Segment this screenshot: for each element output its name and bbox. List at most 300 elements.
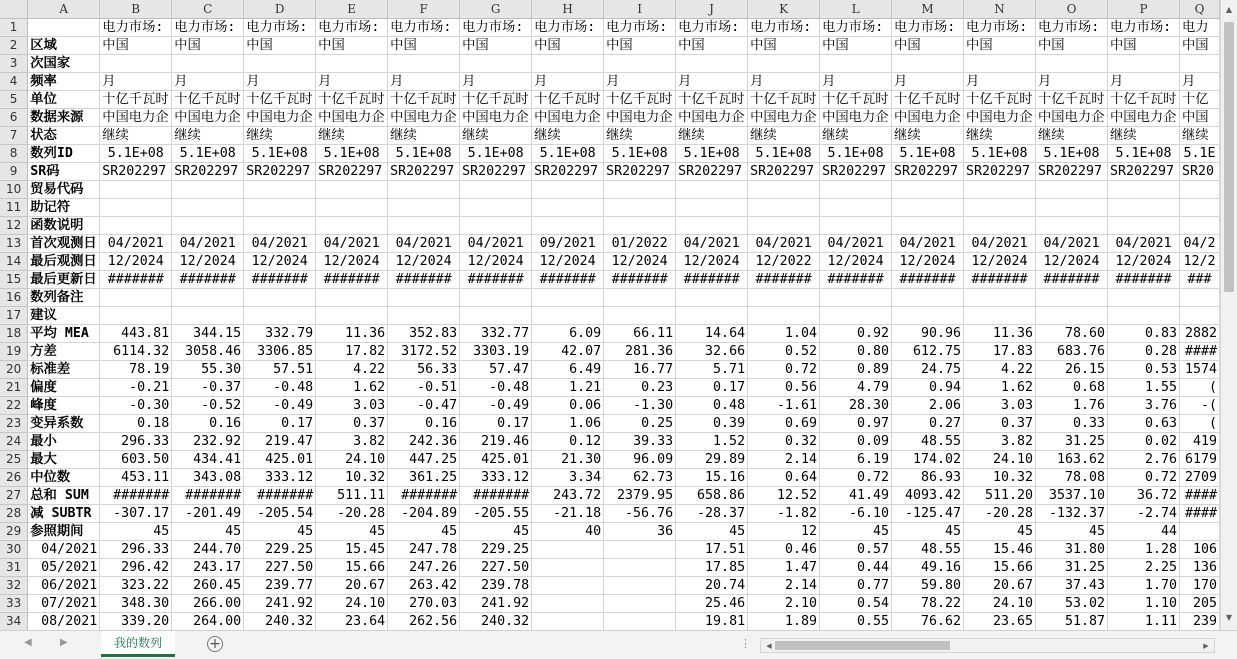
table-cell[interactable]: 21.30 <box>532 451 604 469</box>
row-label-cell[interactable]: 最后观测日 <box>28 253 100 271</box>
table-cell[interactable]: 继续 <box>460 127 532 145</box>
table-cell[interactable] <box>532 289 604 307</box>
table-cell[interactable]: 612.75 <box>892 343 964 361</box>
table-cell[interactable]: 0.72 <box>820 469 892 487</box>
table-cell[interactable]: 5.1E+08 <box>460 145 532 163</box>
table-cell[interactable] <box>172 307 244 325</box>
table-cell[interactable]: 5.1E+08 <box>1036 145 1108 163</box>
row-header[interactable]: 11 <box>0 199 28 217</box>
table-cell[interactable]: 4.22 <box>964 361 1036 379</box>
table-cell[interactable] <box>820 217 892 235</box>
table-cell[interactable]: 继续 <box>244 127 316 145</box>
vertical-scrollbar[interactable] <box>1220 0 1237 630</box>
row-label-cell[interactable]: 最后更新日 <box>28 271 100 289</box>
table-cell[interactable]: 十亿千瓦时 <box>892 91 964 109</box>
table-cell[interactable]: 453.11 <box>100 469 172 487</box>
table-cell[interactable]: 0.55 <box>820 613 892 631</box>
table-cell[interactable]: 继续 <box>388 127 460 145</box>
row-label-cell[interactable]: 04/2021 <box>28 541 100 559</box>
table-cell[interactable]: 32.66 <box>676 343 748 361</box>
table-cell[interactable]: #### <box>1179 487 1219 505</box>
row-label-cell[interactable]: 函数说明 <box>28 217 100 235</box>
table-cell[interactable] <box>244 199 316 217</box>
table-cell[interactable]: 中国电力企 <box>460 109 532 127</box>
row-header[interactable]: 5 <box>0 91 28 109</box>
table-cell[interactable]: 12/2024 <box>964 253 1036 271</box>
table-cell[interactable]: 247.26 <box>388 559 460 577</box>
row-label-cell[interactable]: 平均 MEA <box>28 325 100 343</box>
table-cell[interactable]: 3306.85 <box>244 343 316 361</box>
table-cell[interactable]: 90.96 <box>892 325 964 343</box>
triangle-left-icon[interactable]: ◀ <box>766 642 772 650</box>
row-label-cell[interactable]: 08/2021 <box>28 613 100 631</box>
table-cell[interactable]: 263.42 <box>388 577 460 595</box>
table-cell[interactable]: 28.30 <box>820 397 892 415</box>
row-label-cell[interactable]: 05/2021 <box>28 559 100 577</box>
table-cell[interactable]: 12/2024 <box>892 253 964 271</box>
table-cell[interactable] <box>676 181 748 199</box>
table-cell[interactable] <box>172 55 244 73</box>
table-cell[interactable]: 月 <box>316 73 388 91</box>
row-label-cell[interactable]: 数据来源 <box>28 109 100 127</box>
table-cell[interactable]: 0.97 <box>820 415 892 433</box>
table-cell[interactable]: 2.10 <box>748 595 820 613</box>
table-cell[interactable] <box>1179 181 1219 199</box>
table-cell[interactable]: 0.57 <box>820 541 892 559</box>
table-cell[interactable]: -205.54 <box>244 505 316 523</box>
table-cell[interactable]: 1.11 <box>1108 613 1180 631</box>
table-cell[interactable] <box>172 199 244 217</box>
table-cell[interactable]: 十亿千瓦时 <box>388 91 460 109</box>
table-cell[interactable]: -1.82 <box>748 505 820 523</box>
table-cell[interactable]: 月 <box>1179 73 1219 91</box>
table-cell[interactable]: 12.52 <box>748 487 820 505</box>
table-cell[interactable] <box>244 55 316 73</box>
table-cell[interactable] <box>892 217 964 235</box>
row-label-cell[interactable]: 参照期间 <box>28 523 100 541</box>
table-cell[interactable] <box>388 217 460 235</box>
table-cell[interactable]: 3058.46 <box>172 343 244 361</box>
table-cell[interactable]: 683.76 <box>1036 343 1108 361</box>
table-cell[interactable]: 中国电力企 <box>388 109 460 127</box>
table-cell[interactable]: 0.23 <box>604 379 676 397</box>
row-header[interactable]: 12 <box>0 217 28 235</box>
table-cell[interactable]: 0.83 <box>1108 325 1180 343</box>
row-header[interactable]: 32 <box>0 577 28 595</box>
table-cell[interactable]: ####### <box>172 487 244 505</box>
table-cell[interactable]: 中国电力企 <box>1036 109 1108 127</box>
table-cell[interactable] <box>460 289 532 307</box>
table-cell[interactable]: 240.32 <box>460 613 532 631</box>
row-header[interactable]: 25 <box>0 451 28 469</box>
table-cell[interactable]: ( <box>1179 415 1219 433</box>
table-cell[interactable]: -0.37 <box>172 379 244 397</box>
table-cell[interactable]: ####### <box>388 487 460 505</box>
table-cell[interactable]: 十亿千瓦时 <box>100 91 172 109</box>
table-cell[interactable]: 十亿千瓦时 <box>244 91 316 109</box>
table-cell[interactable]: 4093.42 <box>892 487 964 505</box>
table-cell[interactable]: 中国 <box>1108 37 1180 55</box>
table-cell[interactable]: 96.09 <box>604 451 676 469</box>
table-cell[interactable]: 62.73 <box>604 469 676 487</box>
table-cell[interactable]: 239 <box>1179 613 1219 631</box>
table-cell[interactable]: SR202297 <box>964 163 1036 181</box>
table-cell[interactable]: -0.49 <box>460 397 532 415</box>
table-cell[interactable]: 2379.95 <box>604 487 676 505</box>
table-cell[interactable] <box>964 199 1036 217</box>
table-cell[interactable] <box>172 181 244 199</box>
table-cell[interactable]: 十亿千瓦时 <box>748 91 820 109</box>
row-header[interactable]: 6 <box>0 109 28 127</box>
table-cell[interactable] <box>964 289 1036 307</box>
table-cell[interactable] <box>244 289 316 307</box>
table-cell[interactable]: 0.48 <box>676 397 748 415</box>
table-cell[interactable]: 15.46 <box>964 541 1036 559</box>
table-cell[interactable]: 3.03 <box>964 397 1036 415</box>
table-cell[interactable] <box>460 55 532 73</box>
table-cell[interactable]: 中国 <box>676 37 748 55</box>
table-cell[interactable]: 5.1E+08 <box>1108 145 1180 163</box>
table-cell[interactable]: 04/2021 <box>100 235 172 253</box>
table-cell[interactable]: 0.02 <box>1108 433 1180 451</box>
row-header[interactable]: 16 <box>0 289 28 307</box>
table-cell[interactable]: 月 <box>1108 73 1180 91</box>
table-cell[interactable]: 04/2021 <box>460 235 532 253</box>
table-cell[interactable]: 继续 <box>1108 127 1180 145</box>
table-cell[interactable]: 0.53 <box>1108 361 1180 379</box>
table-cell[interactable] <box>1179 307 1219 325</box>
table-cell[interactable] <box>748 55 820 73</box>
table-cell[interactable]: SR202297 <box>676 163 748 181</box>
table-cell[interactable]: 04/2021 <box>388 235 460 253</box>
table-cell[interactable]: 281.36 <box>604 343 676 361</box>
table-cell[interactable]: 29.89 <box>676 451 748 469</box>
table-cell[interactable]: 163.62 <box>1036 451 1108 469</box>
table-cell[interactable] <box>748 289 820 307</box>
table-cell[interactable]: SR202297 <box>1036 163 1108 181</box>
table-cell[interactable]: 0.28 <box>1108 343 1180 361</box>
table-cell[interactable]: 45 <box>388 523 460 541</box>
table-cell[interactable]: 24.75 <box>892 361 964 379</box>
table-cell[interactable]: 中国 <box>172 37 244 55</box>
table-cell[interactable]: 31.25 <box>1036 559 1108 577</box>
table-cell[interactable] <box>1179 523 1219 541</box>
table-cell[interactable]: 0.72 <box>1108 469 1180 487</box>
column-header[interactable]: Q <box>1179 0 1219 19</box>
table-cell[interactable]: ####### <box>172 271 244 289</box>
table-cell[interactable]: 12/2024 <box>100 253 172 271</box>
table-cell[interactable]: 5.71 <box>676 361 748 379</box>
table-cell[interactable]: 中国电力企 <box>748 109 820 127</box>
table-cell[interactable]: 中国电力企 <box>892 109 964 127</box>
table-cell[interactable]: 中国 <box>964 37 1036 55</box>
table-cell[interactable]: 243.72 <box>532 487 604 505</box>
table-cell[interactable]: -0.49 <box>244 397 316 415</box>
row-label-cell[interactable]: 数列备注 <box>28 289 100 307</box>
column-header[interactable]: M <box>892 0 964 19</box>
table-cell[interactable] <box>820 55 892 73</box>
table-cell[interactable]: #### <box>1179 343 1219 361</box>
table-cell[interactable]: 十亿千瓦时 <box>172 91 244 109</box>
table-cell[interactable]: 0.63 <box>1108 415 1180 433</box>
table-cell[interactable]: 5.1E+08 <box>964 145 1036 163</box>
table-cell[interactable]: ####### <box>244 271 316 289</box>
table-cell[interactable]: 10.32 <box>964 469 1036 487</box>
table-cell[interactable]: 17.83 <box>964 343 1036 361</box>
column-header[interactable]: P <box>1108 0 1180 19</box>
table-cell[interactable] <box>532 613 604 631</box>
table-cell[interactable]: 电力市场: <box>676 19 748 37</box>
table-cell[interactable] <box>100 307 172 325</box>
table-cell[interactable]: 5.1E+08 <box>820 145 892 163</box>
table-cell[interactable]: 2882 <box>1179 325 1219 343</box>
table-cell[interactable]: 270.03 <box>388 595 460 613</box>
table-cell[interactable]: 中国 <box>100 37 172 55</box>
table-cell[interactable] <box>1179 199 1219 217</box>
row-label-cell[interactable]: 减 SUBTR <box>28 505 100 523</box>
row-label-cell[interactable]: 频率 <box>28 73 100 91</box>
table-cell[interactable] <box>532 541 604 559</box>
table-cell[interactable]: 月 <box>748 73 820 91</box>
column-header[interactable]: H <box>532 0 604 19</box>
table-cell[interactable]: 17.51 <box>676 541 748 559</box>
table-cell[interactable]: 十亿千瓦时 <box>1036 91 1108 109</box>
column-header[interactable]: C <box>172 0 244 19</box>
table-cell[interactable]: 2.06 <box>892 397 964 415</box>
table-cell[interactable]: 0.44 <box>820 559 892 577</box>
table-cell[interactable] <box>604 307 676 325</box>
table-cell[interactable] <box>820 199 892 217</box>
table-cell[interactable]: 20.67 <box>964 577 1036 595</box>
table-cell[interactable] <box>172 217 244 235</box>
table-cell[interactable]: 296.42 <box>100 559 172 577</box>
table-cell[interactable]: 219.46 <box>460 433 532 451</box>
row-label-cell[interactable]: 变异系数 <box>28 415 100 433</box>
row-label-cell[interactable]: 单位 <box>28 91 100 109</box>
row-header[interactable]: 7 <box>0 127 28 145</box>
table-cell[interactable] <box>100 289 172 307</box>
table-cell[interactable]: ####### <box>892 271 964 289</box>
table-cell[interactable]: 15.66 <box>964 559 1036 577</box>
table-cell[interactable]: 继续 <box>964 127 1036 145</box>
table-cell[interactable]: 447.25 <box>388 451 460 469</box>
table-cell[interactable]: 中国 <box>244 37 316 55</box>
table-cell[interactable]: 12/2 <box>1179 253 1219 271</box>
table-cell[interactable] <box>964 307 1036 325</box>
table-cell[interactable]: 5.1E+08 <box>532 145 604 163</box>
column-header[interactable]: B <box>100 0 172 19</box>
row-header[interactable]: 18 <box>0 325 28 343</box>
table-cell[interactable]: 56.33 <box>388 361 460 379</box>
table-cell[interactable]: 14.64 <box>676 325 748 343</box>
table-cell[interactable]: 12/2024 <box>676 253 748 271</box>
table-cell[interactable]: 15.66 <box>316 559 388 577</box>
table-cell[interactable]: 296.33 <box>100 433 172 451</box>
table-cell[interactable]: 中国 <box>388 37 460 55</box>
table-cell[interactable]: 2.14 <box>748 451 820 469</box>
table-cell[interactable]: 2709 <box>1179 469 1219 487</box>
table-cell[interactable] <box>532 595 604 613</box>
table-cell[interactable]: 中国 <box>532 37 604 55</box>
table-cell[interactable]: 电力市场: <box>100 19 172 37</box>
select-all-corner[interactable] <box>0 0 28 19</box>
table-cell[interactable]: 5.1E+08 <box>676 145 748 163</box>
table-cell[interactable] <box>460 199 532 217</box>
table-cell[interactable]: 333.12 <box>244 469 316 487</box>
row-label-cell[interactable]: 首次观测日 <box>28 235 100 253</box>
table-cell[interactable]: -( <box>1179 397 1219 415</box>
table-cell[interactable]: 6.09 <box>532 325 604 343</box>
table-cell[interactable]: 0.52 <box>748 343 820 361</box>
sheet-tab-label[interactable]: 我的数列 <box>113 636 162 650</box>
table-cell[interactable]: 45 <box>244 523 316 541</box>
table-cell[interactable]: ####### <box>748 271 820 289</box>
table-cell[interactable]: 中国 <box>604 37 676 55</box>
table-cell[interactable]: 45 <box>172 523 244 541</box>
table-cell[interactable]: 5.1E+08 <box>316 145 388 163</box>
table-cell[interactable]: 继续 <box>748 127 820 145</box>
table-cell[interactable] <box>1108 307 1180 325</box>
table-cell[interactable]: 40 <box>532 523 604 541</box>
table-cell[interactable] <box>532 577 604 595</box>
table-cell[interactable]: 78.60 <box>1036 325 1108 343</box>
table-cell[interactable]: 12/2024 <box>1108 253 1180 271</box>
row-label-cell[interactable] <box>28 19 100 37</box>
table-cell[interactable] <box>748 181 820 199</box>
table-cell[interactable]: 1.21 <box>532 379 604 397</box>
table-cell[interactable]: 339.20 <box>100 613 172 631</box>
table-cell[interactable]: 243.17 <box>172 559 244 577</box>
table-cell[interactable] <box>1036 199 1108 217</box>
column-header[interactable]: N <box>964 0 1036 19</box>
table-cell[interactable]: 电力市场: <box>892 19 964 37</box>
table-cell[interactable]: 1574 <box>1179 361 1219 379</box>
row-label-cell[interactable]: 数列ID <box>28 145 100 163</box>
table-cell[interactable]: 3172.52 <box>388 343 460 361</box>
table-cell[interactable] <box>388 289 460 307</box>
table-cell[interactable]: -307.17 <box>100 505 172 523</box>
table-cell[interactable]: 04/2021 <box>244 235 316 253</box>
row-header[interactable]: 34 <box>0 613 28 631</box>
table-cell[interactable] <box>244 217 316 235</box>
row-header[interactable]: 27 <box>0 487 28 505</box>
table-cell[interactable]: -20.28 <box>316 505 388 523</box>
table-cell[interactable]: 511.11 <box>316 487 388 505</box>
table-cell[interactable]: 343.08 <box>172 469 244 487</box>
table-cell[interactable] <box>532 559 604 577</box>
table-cell[interactable]: 月 <box>964 73 1036 91</box>
table-cell[interactable] <box>1108 217 1180 235</box>
table-cell[interactable]: 48.55 <box>892 541 964 559</box>
row-label-cell[interactable]: 峰度 <box>28 397 100 415</box>
table-cell[interactable]: -0.47 <box>388 397 460 415</box>
table-cell[interactable]: 十亿千瓦时 <box>820 91 892 109</box>
table-cell[interactable]: 中国电力企 <box>1108 109 1180 127</box>
table-cell[interactable]: 57.51 <box>244 361 316 379</box>
column-header[interactable]: J <box>676 0 748 19</box>
table-cell[interactable]: 51.87 <box>1036 613 1108 631</box>
table-cell[interactable]: 电力市场: <box>820 19 892 37</box>
table-cell[interactable] <box>748 217 820 235</box>
table-cell[interactable] <box>820 289 892 307</box>
table-cell[interactable]: 23.65 <box>964 613 1036 631</box>
table-cell[interactable]: 十亿千瓦时 <box>1108 91 1180 109</box>
table-cell[interactable]: 0.54 <box>820 595 892 613</box>
table-cell[interactable]: 0.46 <box>748 541 820 559</box>
table-cell[interactable]: 中国 <box>892 37 964 55</box>
table-cell[interactable]: 04/2021 <box>964 235 1036 253</box>
table-cell[interactable] <box>1036 181 1108 199</box>
table-cell[interactable]: 45 <box>892 523 964 541</box>
table-cell[interactable] <box>1036 289 1108 307</box>
table-cell[interactable]: -201.49 <box>172 505 244 523</box>
table-cell[interactable]: 中国电力企 <box>604 109 676 127</box>
table-cell[interactable]: ####### <box>676 271 748 289</box>
table-cell[interactable]: 中国 <box>460 37 532 55</box>
table-cell[interactable]: -0.21 <box>100 379 172 397</box>
table-cell[interactable]: SR202297 <box>604 163 676 181</box>
table-cell[interactable]: 24.10 <box>964 595 1036 613</box>
row-header[interactable]: 15 <box>0 271 28 289</box>
triangle-up-icon[interactable]: ▲ <box>1225 5 1233 14</box>
table-cell[interactable]: 继续 <box>100 127 172 145</box>
table-cell[interactable]: 3537.10 <box>1036 487 1108 505</box>
table-cell[interactable]: 24.10 <box>316 595 388 613</box>
row-label-cell[interactable]: 次国家 <box>28 55 100 73</box>
table-cell[interactable] <box>1108 55 1180 73</box>
column-header[interactable]: G <box>460 0 532 19</box>
table-cell[interactable]: 2.76 <box>1108 451 1180 469</box>
table-cell[interactable]: 04/2 <box>1179 235 1219 253</box>
table-cell[interactable]: 04/2021 <box>1108 235 1180 253</box>
table-cell[interactable]: 继续 <box>316 127 388 145</box>
table-cell[interactable] <box>892 181 964 199</box>
table-cell[interactable]: 0.06 <box>532 397 604 415</box>
table-cell[interactable]: ####### <box>100 271 172 289</box>
table-cell[interactable]: 76.62 <box>892 613 964 631</box>
table-cell[interactable] <box>1108 289 1180 307</box>
row-header[interactable]: 13 <box>0 235 28 253</box>
table-cell[interactable]: 55.30 <box>172 361 244 379</box>
table-cell[interactable]: 04/2021 <box>1036 235 1108 253</box>
row-label-cell[interactable]: 偏度 <box>28 379 100 397</box>
table-cell[interactable]: 中国电力企 <box>100 109 172 127</box>
table-cell[interactable]: SR202297 <box>892 163 964 181</box>
table-cell[interactable]: ####### <box>1108 271 1180 289</box>
table-cell[interactable]: 5.1E+08 <box>172 145 244 163</box>
table-cell[interactable]: 0.64 <box>748 469 820 487</box>
column-header[interactable]: E <box>316 0 388 19</box>
row-header[interactable]: 22 <box>0 397 28 415</box>
table-cell[interactable]: -204.89 <box>388 505 460 523</box>
table-cell[interactable]: 十亿千瓦时 <box>604 91 676 109</box>
table-cell[interactable]: 17.85 <box>676 559 748 577</box>
plus-circle-icon[interactable]: + <box>207 636 223 652</box>
table-cell[interactable]: SR202297 <box>316 163 388 181</box>
row-header[interactable]: 30 <box>0 541 28 559</box>
table-cell[interactable]: 170 <box>1179 577 1219 595</box>
table-cell[interactable]: 中国 <box>1179 109 1219 127</box>
table-cell[interactable]: 229.25 <box>460 541 532 559</box>
table-cell[interactable]: 继续 <box>820 127 892 145</box>
triangle-down-icon[interactable]: ▼ <box>1225 613 1233 622</box>
table-cell[interactable]: 十亿 <box>1179 91 1219 109</box>
table-cell[interactable]: 继续 <box>1036 127 1108 145</box>
table-cell[interactable]: -0.30 <box>100 397 172 415</box>
table-cell[interactable]: ( <box>1179 379 1219 397</box>
table-cell[interactable]: 1.06 <box>532 415 604 433</box>
table-cell[interactable]: 344.15 <box>172 325 244 343</box>
